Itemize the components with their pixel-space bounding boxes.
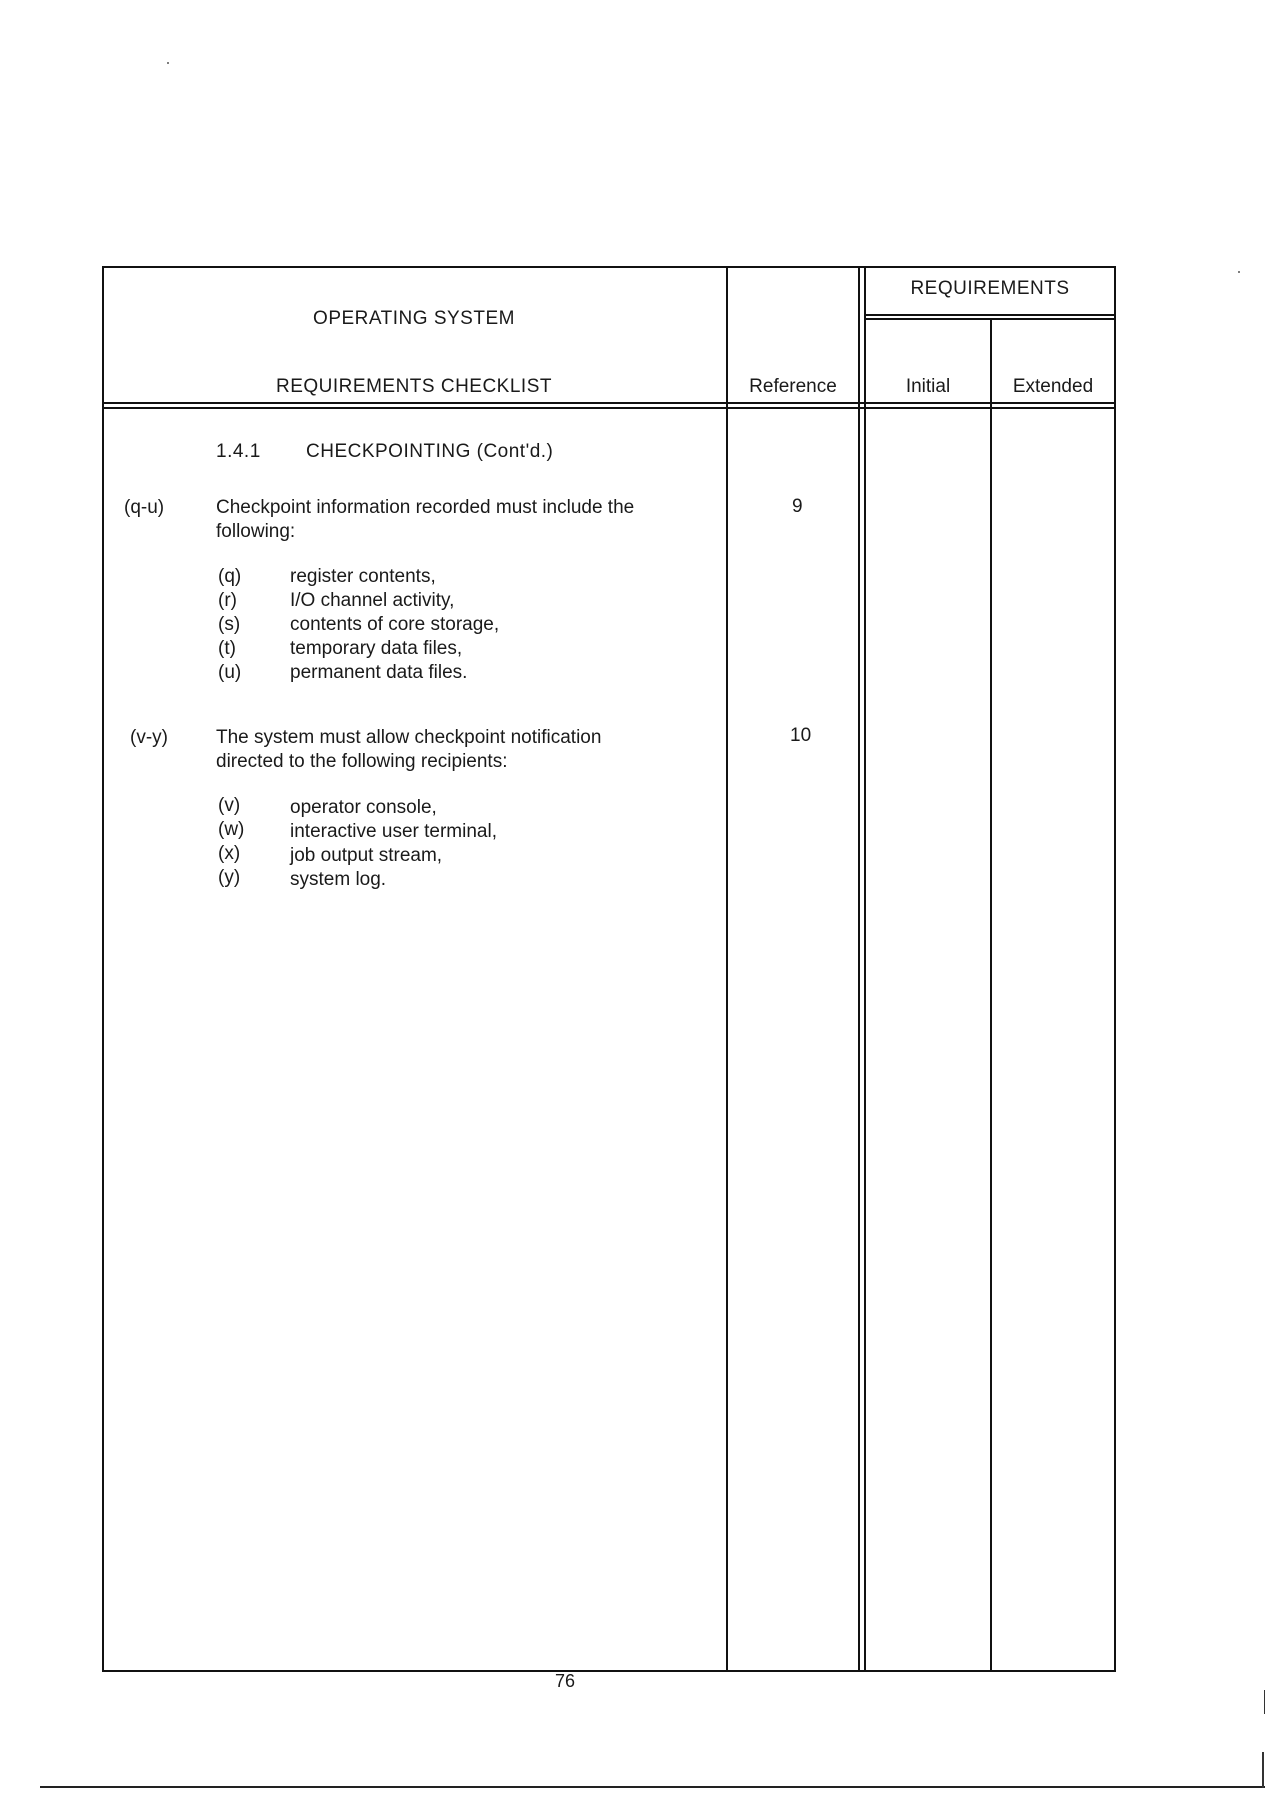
list-item-letter: (q) [218, 566, 242, 587]
scan-speck [167, 62, 169, 64]
table-bottom-border [102, 1670, 1116, 1672]
header-bottom-rule-inner [102, 407, 1116, 409]
page-number: 76 [555, 1671, 576, 1691]
scan-bottom-rule [40, 1786, 1265, 1788]
requirement-text: directed to the following recipients: [216, 751, 508, 772]
extended-column-header: Extended [1012, 376, 1094, 397]
list-item-text: job output stream, [290, 845, 443, 866]
scan-speck [1238, 271, 1240, 273]
table-subtitle: REQUIREMENTS CHECKLIST [276, 376, 552, 397]
requirement-text: Checkpoint information recorded must include the [216, 497, 635, 518]
list-item-letter: (s) [218, 614, 241, 635]
section-title: CHECKPOINTING (Cont'd.) [306, 441, 554, 462]
table-top-border [102, 266, 1116, 268]
requirements-group-rule [864, 314, 1116, 316]
requirements-group-rule-inner [864, 318, 1116, 320]
requirement-text: The system must allow checkpoint notification [216, 727, 602, 748]
list-item-letter: (r) [218, 590, 237, 611]
list-item-text: register contents, [290, 566, 436, 587]
requirement-text: following: [216, 521, 296, 542]
list-item-text: permanent data files. [290, 662, 468, 683]
header-bottom-rule [102, 402, 1116, 404]
table-title: OPERATING SYSTEM [313, 308, 515, 329]
requirements-column-divider [858, 266, 860, 1672]
list-item-letter: (w) [218, 819, 245, 840]
list-item-letter: (v) [218, 795, 241, 816]
list-item-text: operator console, [290, 797, 437, 818]
table-right-border [1114, 266, 1116, 1672]
list-item-text: interactive user terminal, [290, 821, 497, 842]
list-item-letter: (x) [218, 843, 241, 864]
section-number: 1.4.1 [216, 441, 261, 462]
requirement-tag: (q-u) [124, 497, 165, 518]
list-item-text: temporary data files, [290, 638, 463, 659]
table-left-border [102, 266, 104, 1672]
requirement-tag: (v-y) [130, 727, 168, 748]
list-item-text: I/O channel activity, [290, 590, 455, 611]
requirement-reference: 9 [792, 496, 803, 517]
scan-edge-mark [1264, 1690, 1265, 1714]
list-item-letter: (t) [218, 638, 236, 659]
requirements-column-divider-inner [864, 266, 866, 1672]
requirements-group-header: REQUIREMENTS [910, 278, 1070, 299]
list-item-text: contents of core storage, [290, 614, 500, 635]
reference-column-header: Reference [749, 376, 837, 397]
initial-column-header: Initial [905, 376, 951, 397]
list-item-text: system log. [290, 869, 387, 890]
scan-edge-mark [1262, 1752, 1264, 1788]
requirement-reference: 10 [790, 725, 812, 746]
list-item-letter: (u) [218, 662, 242, 683]
list-item-letter: (y) [218, 867, 241, 888]
reference-column-divider [726, 266, 728, 1672]
requirements-checklist-table [102, 266, 1116, 1672]
initial-extended-divider [990, 318, 992, 1672]
